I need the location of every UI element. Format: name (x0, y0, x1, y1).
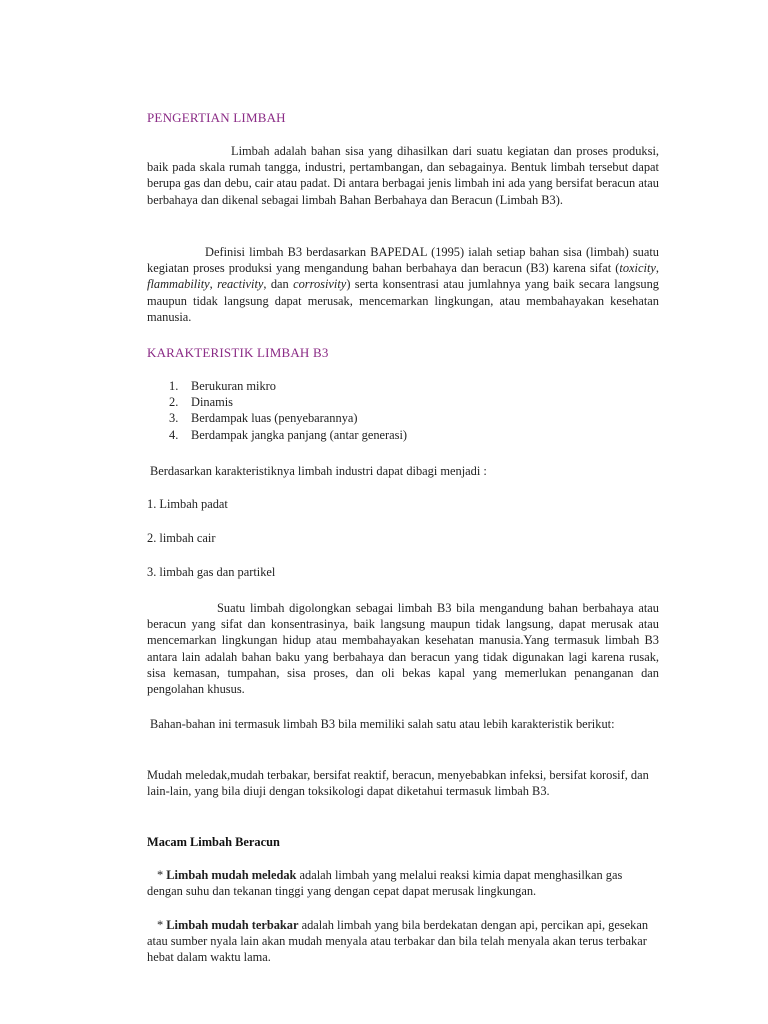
characteristics-list (147, 378, 659, 443)
reactivity-term: reactivity (217, 277, 264, 292)
item-limbah-mudah-terbakar-text: adalah limbah yang bila berdekatan dengan api, percikan api, gesekan atau sumber nyala lain akan mudah menyala atau terbakar dan bila telah menyala akan terus terbakar hebat dalam waktu lama. (147, 918, 649, 965)
list-item-number: 1. (169, 379, 179, 393)
para2-sep2: , (209, 277, 218, 292)
paragraph-classification-intro-text: Berdasarkan karakteristiknya limbah industri dapat dibagi menjadi : (150, 464, 487, 478)
list-item (147, 410, 659, 426)
list-item (147, 394, 659, 410)
type-item-cair: 2. limbah cair (147, 531, 216, 545)
para2-part1: Definisi limbah B3 berdasarkan BAPEDAL (1995) ialah setiap bahan sisa (limbah) suatu kegiatan proses produksi yang mengandung bahan berbahaya dan beracun (B3) karena sifat ( (147, 245, 659, 276)
paragraph-b3-characteristics-intro-text: Bahan-bahan ini termasuk limbah B3 bila memiliki salah satu atau lebih karakteristik berikut: (150, 717, 615, 731)
list-item-number: 3. (169, 411, 179, 426)
flammability-term: flammability (147, 277, 210, 292)
list-item-text: Dinamis (191, 395, 233, 410)
term-limbah-mudah-meledak: Limbah mudah meledak (166, 868, 297, 882)
paragraph-definition-limbah-text: Limbah adalah bahan sisa yang dihasilkan dari suatu kegiatan dan proses produksi, baik pada skala rumah tangga, industri, pertambangan, dan sebagainya. Bentuk limbah tersebut dapat berupa gas dan debu, cair atau padat. Di antara berbagai jenis limbah ini ada yang bersifat beracun atau berbahaya dan dikenal sebagai limbah Bahan Berbahaya dan Beracun (Limbah B3). (147, 144, 659, 207)
para2-sep3: , dan (263, 277, 294, 292)
list-item (147, 427, 659, 443)
heading-karakteristik-limbah-b3: KARAKTERISTIK LIMBAH B3 (147, 345, 329, 360)
type-item-padat: 1. Limbah padat (147, 497, 228, 511)
item-limbah-mudah-meledak (147, 867, 659, 899)
toxicity-term: toxicity (619, 261, 656, 276)
term-limbah-mudah-terbakar: Limbah mudah terbakar (166, 918, 299, 932)
paragraph-b3-classification (147, 600, 659, 697)
list-item-text: Berukuran mikro (191, 379, 276, 393)
heading-macam-limbah-beracun: Macam Limbah Beracun (147, 835, 280, 849)
list-item (147, 378, 659, 394)
corrosivity-term: corrosivity (293, 277, 347, 292)
para2-sep1: , (655, 261, 659, 276)
paragraph-b3-properties: Mudah meledak,mudah terbakar, bersifat reaktif, beracun, menyebabkan infeksi, bersifat korosif, dan lain-lain, yang bila diuji dengan toksikologi dapat diketahui termasuk limbah B3. (147, 768, 649, 799)
para2-part2: ) serta konsentrasi atau jumlahnya yang baik secara langsung maupun tidak langsung dapat merusak, mencemarkan lingkungan, atau membahayakan kesehatan manusia. (147, 277, 659, 324)
list-item-text: Berdampak jangka panjang (antar generasi) (191, 427, 408, 442)
item-limbah-mudah-terbakar (147, 917, 659, 966)
bullet-asterisk: * (157, 918, 167, 932)
item-limbah-mudah-meledak-text: adalah limbah yang melalui reaksi kimia dapat menghasilkan gas dengan suhu dan tekanan tinggi yang dengan cepat dapat merusak lingkungan. (147, 868, 623, 899)
paragraph-classification-intro (147, 463, 659, 479)
paragraph-definition-limbah (147, 143, 659, 208)
bullet-asterisk: * (157, 868, 167, 882)
heading-pengertian-limbah: PENGERTIAN LIMBAH (147, 110, 286, 125)
list-item-number: 4. (169, 427, 179, 442)
paragraph-b3-characteristics-intro (147, 716, 659, 732)
paragraph-b3-classification-text: Suatu limbah digolongkan sebagai limbah B3 bila mengandung bahan berbahaya atau beracun yang sifat dan konsentrasinya, baik langsung maupun tidak langsung, dapat merusak atau mencemarkan lingkungan hidup atau membahayakan kesehatan manusia.Yang termasuk limbah B3 antara lain adalah bahan baku yang berbahaya dan beracun yang tidak digunakan lagi karena rusak, sisa kemasan, tumpahan, sisa proses, dan oli bekas kapal yang memerlukan penanganan dan pengolahan khusus. (147, 601, 659, 697)
list-item-text: Berdampak luas (penyebarannya) (191, 411, 358, 426)
paragraph-definition-b3 (147, 244, 659, 325)
type-item-gas: 3. limbah gas dan partikel (147, 565, 276, 579)
list-item-number: 2. (169, 395, 179, 410)
